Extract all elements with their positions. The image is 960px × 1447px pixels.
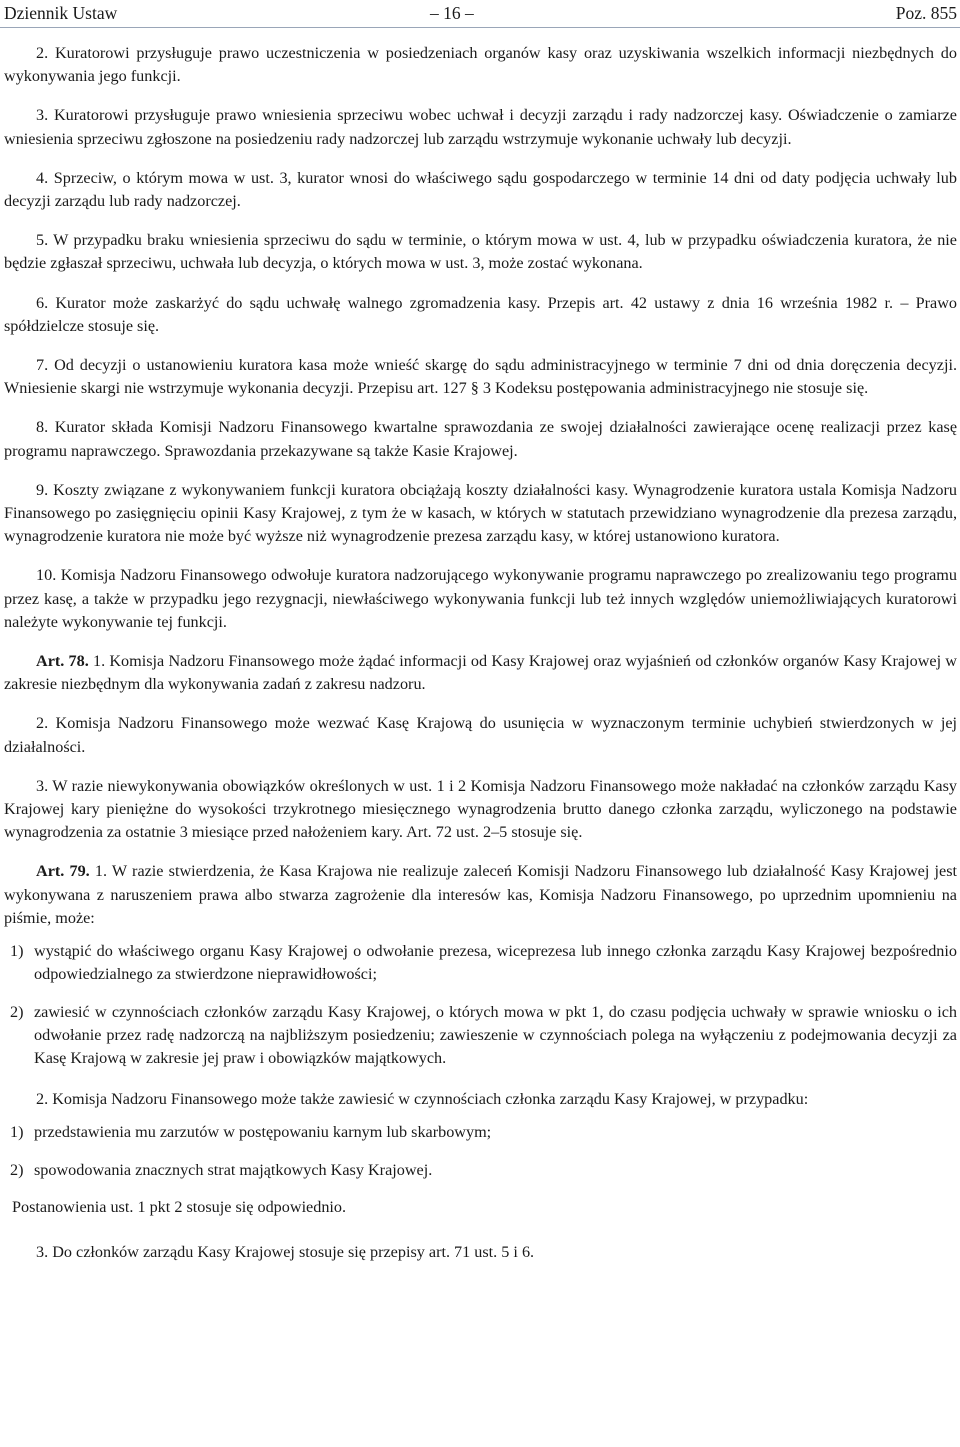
article-78-text: 1. Komisja Nadzoru Finansowego może żądać informacji od Kasy Krajowej oraz wyjaśnień od członków organów Kasy Krajowej w zakresie niezbędnym dla wykonywania zadań z zakresu nadzoru. — [4, 652, 957, 694]
list-item-number: 2) — [10, 1002, 24, 1021]
article-78-label: Art. 78. — [36, 652, 89, 671]
paragraph: 9. Koszty związane z wykonywaniem funkcji kuratora obciążają koszty działalności kasy. Wynagrodzenie kuratora ustala Komisja Nadzoru Finansowego po zasięgnięciu opinii Kasy Krajowej, z tym że w kasach, w których w statutach przewidziano wynagrodzenie dla prezesa zarządu, wynagrodzenie kuratora nie może być wyższe niż wynagrodzenie prezesa zarządu kasy, w której ustanowiono kuratora. — [4, 480, 957, 546]
list-item-text: wystąpić do właściwego organu Kasy Krajowej o odwołanie prezesa, wiceprezesa lub innego członka zarządu Kasy Krajowej bezpośrednio odpowiedzialnego za stwierdzone nieprawidłowości; — [34, 942, 957, 984]
article-79-paragraph — [4, 860, 957, 930]
list-item — [4, 1121, 957, 1144]
closing-sentence: Postanowienia ust. 1 pkt 2 stosuje się odpowiednio. — [12, 1197, 347, 1216]
page-header — [0, 0, 960, 28]
page-number: – 16 – — [430, 3, 474, 23]
header-divider — [0, 27, 960, 28]
paragraph: 2. Komisja Nadzoru Finansowego może wezwać Kasę Krajową do usunięcia w wyznaczonym terminie uchybień stwierdzonych w jej działalności. — [4, 714, 957, 756]
paragraph: 3. Do członków zarządu Kasy Krajowej stosuje się przepisy art. 71 ust. 5 i 6. — [36, 1242, 535, 1261]
document-body — [4, 42, 957, 1280]
list-item-text: zawiesić w czynnościach członków zarządu Kasy Krajowej, o których mowa w pkt 1, do czasu podjęcia uchwały w sprawie wniosku o ich odwołanie przez radę nadzorczą na najbliższym posiedzeniu; zawieszenie w czynnościach polega na wyłączeniu z podejmowania decyzji za Kasę Krajową w zakresie jej praw i obowiązków majątkowych. — [34, 1002, 957, 1067]
list-item-number: 1) — [10, 1123, 24, 1142]
paragraph: 2. Komisja Nadzoru Finansowego może także zawiesić w czynnościach członka zarządu Kasy Krajowej, w przypadku: — [36, 1090, 809, 1109]
list-item — [4, 1001, 957, 1071]
list-item-text: przedstawienia mu zarzutów w postępowaniu karnym lub skarbowym; — [34, 1123, 492, 1142]
article-79-label: Art. 79. — [36, 862, 90, 881]
paragraph: 2. Kuratorowi przysługuje prawo uczestniczenia w posiedzeniach organów kasy oraz uzyskiwania wszelkich informacji niezbędnych do wykonywania jego funkcji. — [4, 44, 957, 86]
paragraph: 4. Sprzeciw, o którym mowa w ust. 3, kurator wnosi do właściwego sądu gospodarczego w terminie 14 dni od daty podjęcia uchwały lub decyzji zarządu lub rady nadzorczej. — [4, 168, 957, 211]
paragraph: 7. Od decyzji o ustanowieniu kuratora kasa może wnieść skargę do sądu administracyjnego w terminie 7 dni od dnia doręczenia decyzji. Wniesienie skargi nie wstrzymuje wykonania decyzji. Przepisu art. 127 § 3 Kodeksu postępowania administracyjnego nie stosuje się. — [4, 356, 957, 398]
paragraph: 10. Komisja Nadzoru Finansowego odwołuje kuratora nadzorującego wykonywanie programu naprawczego po zrealizowaniu tego programu przez kasę, a także w przypadku jego rezygnacji, niewłaściwego wykonywania funkcji lub też innych względów uniemożliwiających kuratorowi należyte wykonywanie tej funkcji. — [4, 566, 957, 631]
paragraph: 5. W przypadku braku wniesienia sprzeciwu do sądu w terminie, o którym mowa w ust. 4, lub w przypadku oświadczenia kuratora, że nie będzie zgłaszał sprzeciwu, uchwała lub decyzja, o których mowa w ust. 3, może zostać wykonana. — [4, 231, 957, 273]
paragraph: 3. Kuratorowi przysługuje prawo wniesienia sprzeciwu wobec uchwał i decyzji zarządu i rady nadzorczej kasy. Oświadczenie o zamiarze wniesienia sprzeciwu zgłoszone na posiedzeniu rady nadzorczej lub zarządu wstrzymuje wykonanie uchwały lub decyzji. — [4, 106, 957, 148]
list-item-number: 2) — [10, 1160, 24, 1179]
journal-title: Dziennik Ustaw — [4, 3, 118, 23]
paragraph: 8. Kurator składa Komisji Nadzoru Finansowego kwartalne sprawozdania ze swojej działalności zawierające ocenę realizacji przez kasę programu naprawczego. Sprawozdania przekazywane są także Kasie Krajowej. — [4, 418, 957, 460]
position-number: Poz. 855 — [895, 3, 957, 23]
list-item — [4, 940, 957, 986]
paragraph: 6. Kurator może zaskarżyć do sądu uchwałę walnego zgromadzenia kasy. Przepis art. 42 ustawy z dnia 16 września 1982 r. – Prawo spółdzielcze stosuje się. — [4, 293, 957, 335]
list-item-number: 1) — [10, 942, 24, 961]
article-78-paragraph — [4, 650, 957, 696]
list-item-text: spowodowania znacznych strat majątkowych Kasy Krajowej. — [34, 1160, 433, 1179]
paragraph: 3. W razie niewykonywania obowiązków określonych w ust. 1 i 2 Komisja Nadzoru Finansowego może nakładać na członków zarządu Kasy Krajowej kary pieniężne do wysokości trzykrotnego miesięcznego wynagrodzenia brutto danego członka zarządu, wyliczonego na podstawie wynagrodzenia za ostatnie 3 miesiące przed nałożeniem kary. Art. 72 ust. 2–5 stosuje się. — [4, 776, 957, 842]
list-item — [4, 1159, 957, 1182]
article-79-text: 1. W razie stwierdzenia, że Kasa Krajowa nie realizuje zaleceń Komisji Nadzoru Finansowego lub działalność Kasy Krajowej jest wykonywana z naruszeniem prawa albo stwarza zagrożenie dla interesów kas, Komisja Nadzoru Finansowego, po uprzednim upomnieniu na piśmie, może: — [4, 862, 957, 927]
